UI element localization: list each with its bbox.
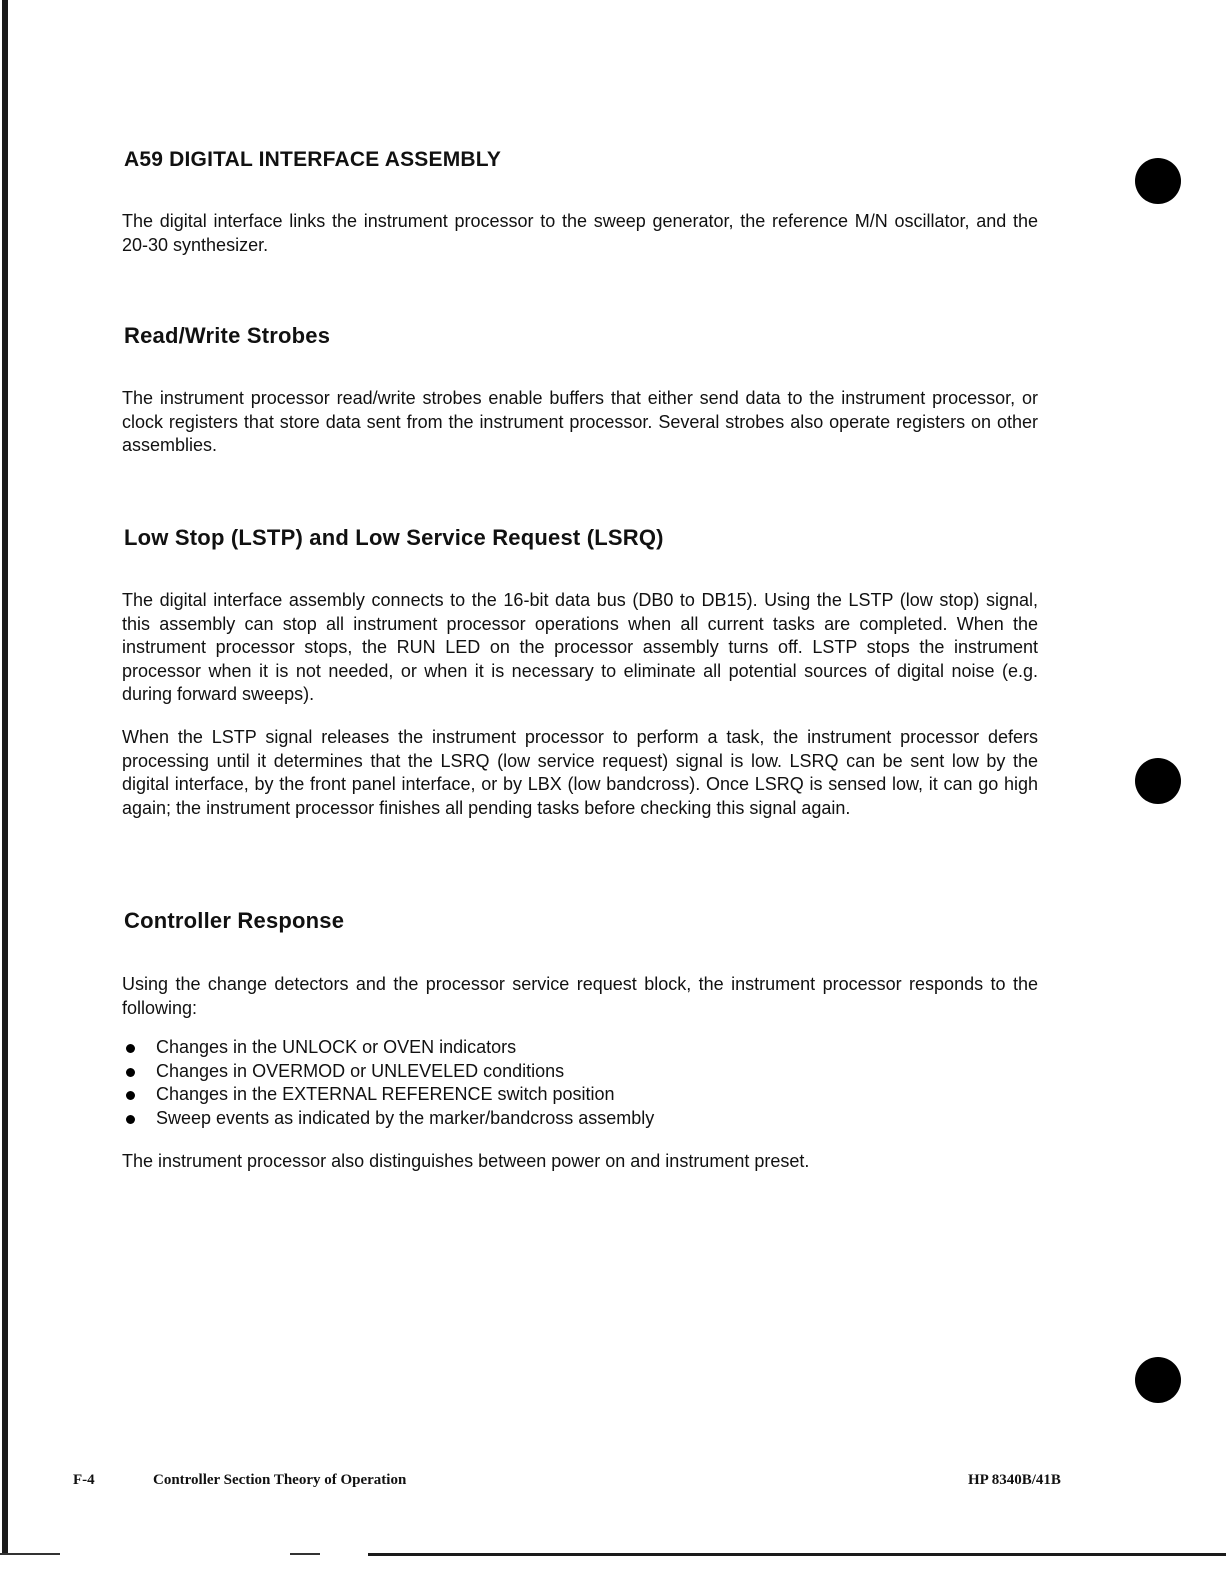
page-bottom-rule xyxy=(368,1553,1226,1556)
section-heading-a59: A59 DIGITAL INTERFACE ASSEMBLY xyxy=(124,148,502,171)
list-item-text: Changes in OVERMOD or UNLEVELED conditions xyxy=(156,1060,565,1081)
binder-hole xyxy=(1135,158,1181,204)
section-heading-read-write-strobes: Read/Write Strobes xyxy=(124,323,331,348)
paragraph-controller-intro: Using the change detectors and the processor service request block, the instrument processor responds to the following: xyxy=(122,974,1038,1018)
paragraph-lstp-1: The digital interface assembly connects to the 16-bit data bus (DB0 to DB15). Using the LSTP (low stop) signal, this assembly can stop all instrument processor operations when all current tasks are completed. When the instrument processor stops, the RUN LED on the processor assembly turns off. LSTP stops the instrument processor when it is not needed, or when it is necessary to eliminate all potential sources of digital noise (e.g. during forward sweeps). xyxy=(122,590,1038,704)
page-left-edge-rule xyxy=(2,0,8,1555)
list-item-text: Sweep events as indicated by the marker/bandcross assembly xyxy=(156,1107,655,1128)
binder-hole xyxy=(1135,758,1181,804)
bullet-icon xyxy=(126,1068,135,1077)
bullet-icon xyxy=(126,1091,135,1100)
footer-title: Controller Section Theory of Operation xyxy=(153,1472,407,1488)
list-item xyxy=(124,1107,654,1131)
binder-hole xyxy=(1135,1357,1181,1403)
paragraph-read-write-strobes: The instrument processor read/write strobes enable buffers that either send data to the instrument processor, or clock registers that store data sent from the instrument processor. Several strobes also operate registers on other assemblies. xyxy=(122,388,1038,455)
footer-model: HP 8340B/41B xyxy=(968,1472,1061,1488)
list-item xyxy=(124,1036,654,1060)
page-bottom-rule xyxy=(0,1553,60,1555)
list-item-text: Changes in the UNLOCK or OVEN indicators xyxy=(156,1037,517,1057)
page-bottom-rule xyxy=(290,1553,320,1555)
bullet-icon xyxy=(126,1115,135,1124)
section-heading-lstp-lsrq: Low Stop (LSTP) and Low Service Request (LSRQ) xyxy=(124,525,664,550)
footer-page-number: F-4 xyxy=(73,1472,95,1488)
list-item xyxy=(124,1083,654,1107)
list-item xyxy=(124,1060,654,1084)
list-item-text: Changes in the EXTERNAL REFERENCE switch position xyxy=(156,1084,615,1104)
paragraph-a59-intro: The digital interface links the instrument processor to the sweep generator, the reference M/N oscillator, and the 20-30 synthesizer. xyxy=(122,211,1038,255)
paragraph-controller-closing: The instrument processor also distinguishes between power on and instrument preset. xyxy=(122,1151,810,1171)
bullet-icon xyxy=(126,1044,135,1053)
section-heading-controller-response: Controller Response xyxy=(124,908,345,933)
paragraph-lstp-2: When the LSTP signal releases the instrument processor to perform a task, the instrument processor defers processing until it determines that the LSRQ (low service request) signal is low. LSRQ can be sent low by the digital interface, by the front panel interface, or by LBX (low bandcross). Once LSRQ is sensed low, it can go high again; the instrument processor finishes all pending tasks before checking this signal again. xyxy=(122,727,1038,818)
controller-response-list xyxy=(124,1036,654,1130)
